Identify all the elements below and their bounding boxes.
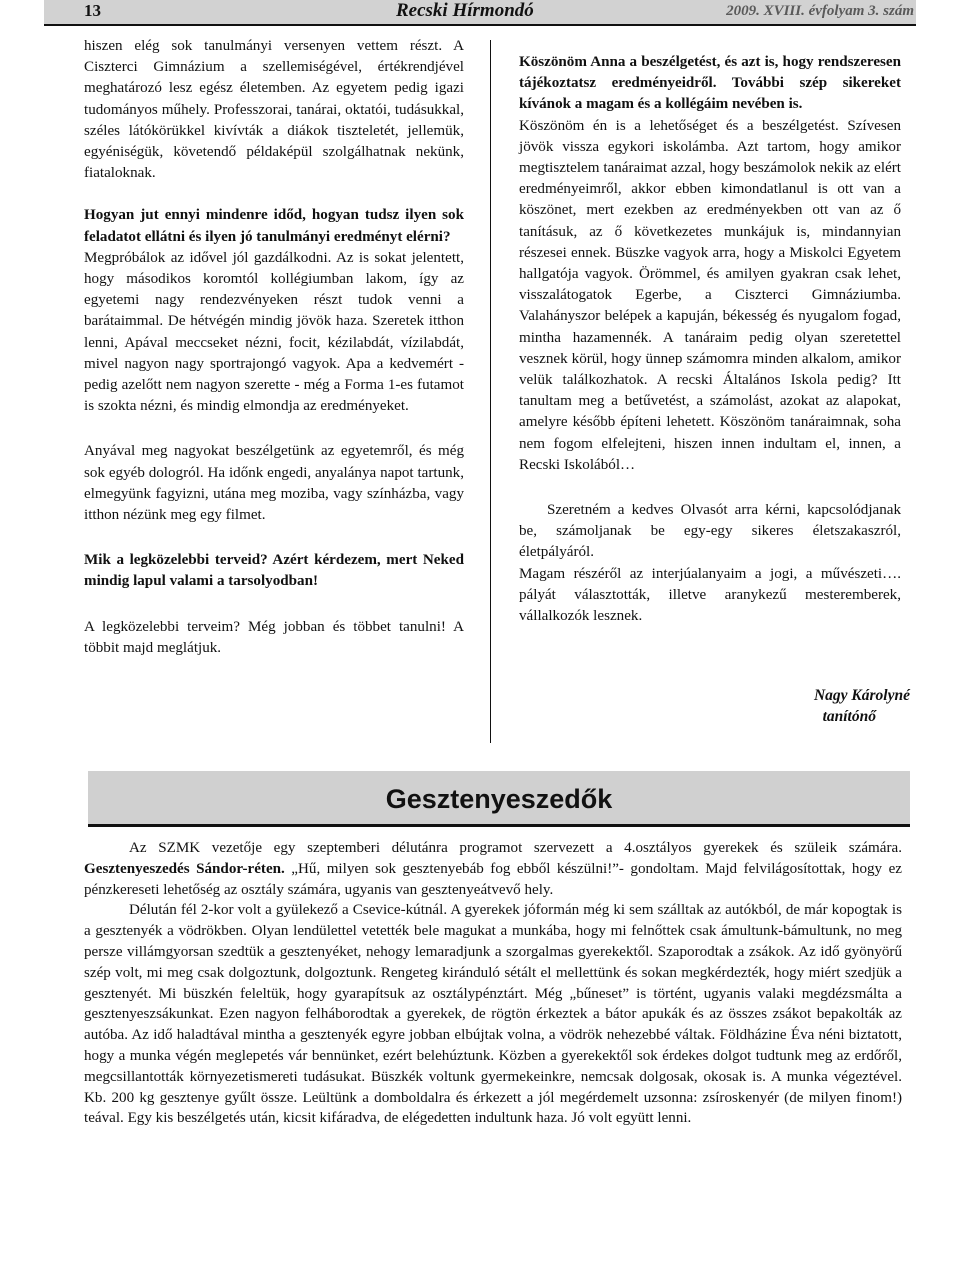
article-text: Az SZMK vezetője egy szeptemberi délutánra programot szervezett a 4.osztályos gyerekek és szüleik számára. xyxy=(129,840,902,856)
signature-role: tanítónő xyxy=(822,707,876,725)
publication-title: Recski Hírmondó xyxy=(396,0,534,21)
article-paragraph xyxy=(84,838,902,900)
page-number: 13 xyxy=(84,1,101,20)
column-divider xyxy=(490,40,491,743)
interview-answer: A legközelebbi terveim? Még jobban és többet tanulni! A többit majd meglátjuk. xyxy=(84,618,464,656)
article-highlight: Gesztenyeszedés Sándor-réten. xyxy=(84,860,285,877)
left-column xyxy=(84,36,464,659)
article-text: „Hű, milyen sok gesztenyebáb fog ebből készülni!”- gondoltam. Majd felvilágosítottak, hogy ez pénzkereseti lehetőség az osztály számára, ugyanis van gesztenyeátvevő hely. xyxy=(84,860,902,898)
closing-paragraph: Magam részéről az interjúalanyaim a jogi, a művészeti…. pályát választották, illetve aranykezű mesteremberek, vállalkozók lesznek. xyxy=(519,565,901,625)
section-banner xyxy=(88,771,910,827)
interview-paragraph: Anyával meg nagyokat beszélgetünk az egyetemről, és még sok egyéb dologról. Ha időnk engedi, anyalánya napot tartunk, elmegyünk fagyizni, utána meg moziba, vagy színházba, vagy itthon nézünk meg egy filmet. xyxy=(84,443,464,524)
interviewee-reply: Köszönöm én is a lehetőséget és a beszélgetést. Szívesen jövök vissza egykori iskolámba. Azt tartom, hogy amikor megtisztelem tanáraimat azzal, hogy beszámolok nekik az elért eredményeimről, akkor ebben kimondatlanul is ott van a köszönet, mert ezekben az eredményekben ott van az ő tanításuk, az ő következetes munkájuk is, mindannyian részesei ennek. Büszke vagyok arra, hogy a Miskolci Egyetem hallgatója vagyok. Örömmel, és amilyen gyakran csak lehet, visszalátogatok Egerbe, a Ciszterci Gimnáziumba. Valahányszor belépek a kapuján, békesség és nyugalom fogad, mintha hazamennék. A tanáraim pedig olyan szeretettel vesznek körül, hogy ünnep számomra minden alkalom, amikor velük találkozhatok. A recski Általános Iskola pedig? Itt tanultam meg a betűvetést, a számolást, azokat az alapokat, amelyre később építeni lehetett. Köszönöm tanáraimnak, soha nem fogom elfelejteni, hiszen innen indultam el, innen, a Recski Iskolából… xyxy=(519,117,901,473)
issue-info: 2009. XVIII. évfolyam 3. szám xyxy=(726,3,914,19)
author-signature xyxy=(760,686,910,727)
article-paragraph: Délután fél 2-kor volt a gyülekező a Csevice-kútnál. A gyerekek jóformán még ki sem szálltak az autókból, de már kopogtak is a gesztenyék a vödrökben. Olyan lendülettel vetették bele magukat a munkába, hogy mi felnőttek csak ámultunk-bámultunk, no meg persze villámgyorsan szedtük a gesztenyéket, nehogy lemaradjunk a szorgalmas gyerekektől. Szaporodtak a zsákok. Az idő gyönyörű szép volt, mi meg csak dolgoztunk, dolgoztunk. Rengeteg kiránduló sétált el mellettünk és sokan megkérdezték, hogy miért szedjük a gesztenyét. Mi büszkén feleltük, hogy gyarapítsuk az osztálypénztárt. Még „bűneset” is történt, ugyanis valaki megdézsmálta a gesztenyeszsákunkat. Ezen nagyon felháborodtak a gyerekek, de rögtön érkeztek a bátor apukák és az összes zsákot bepakolták az autóba. Az idő haladtával mintha a gesztenyék egyre jobban elbújtak volna, a vödrök nehezebbé váltak. Földházine Éva néni biztatott, hogy a munka végén meglepetés vár bennünket, ezért belehúztunk. Közben a gyerekektől sok érdekes dolgot tudtunk meg az erdőről, megcsillantották környezetismereti tudásukat. Büszkék voltunk gyermekeinkre, nemcsak dolgosak, okosak is. A munka végeztével. Kb. 200 kg gesztenye gyűlt össze. Leültünk a domboldalra és érkezett a jól megérdemelt uzsonna: zsíroskenyér (de milyen finom!) teával. Egy kis beszélgetés után, kicsit kifáradva, de elégedetten indultunk haza. Jó volt együtt lenni. xyxy=(84,902,902,1127)
interview-question: Hogyan jut ennyi mindenre időd, hogyan tudsz ilyen sok feladatot ellátni és ilyen jó tanulmányi eredményt elérni? xyxy=(84,207,464,245)
interview-answer: Megpróbálok az idővel jól gazdálkodni. Az is sokat jelentett, hogy másodikos koromtól kollégiumban lakom, így az egyetemi nagy rendezvényeken részt tudok venni a barátaimmal. De hétvégén mindig jövök haza. Szeretek itthon lenni, Apával meccseket nézni, focit, kézilabdát, vízilabdát, mivel nagyon nagy sportrajongó vagyok. Apa a kedvemért - pedig azelőtt nem nagyon szerette - még a Forma 1-es futamot is szokta nézni, és mindig elmondja az eredményeket. xyxy=(84,249,464,415)
interview-paragraph: hiszen elég sok tanulmányi versenyen vettem részt. A Ciszterci Gimnázium a szellemiségével, értékrendjével meghatározó lesz egész életemben. Az egyetem pedig igazi tudományos műhely. Professzorai, tanárai, oktatói, tudásukkal, széles látókörükkel kivívták a diákok tiszteletét, jellemük, egyéniségük, követendő példaképül szolgálhatnak nekünk, fiataloknak. xyxy=(84,38,464,182)
reader-request: Szeretném a kedves Olvasót arra kérni, kapcsolódjanak be, számoljanak be egy-egy sikeres életszakaszról, életpályáról. xyxy=(519,502,901,561)
interview-question: Mik a legközelebbi terveid? Azért kérdezem, mert Neked mindig lapul valami a tarsolyodban! xyxy=(84,552,464,590)
article-body xyxy=(84,838,902,1129)
section-title: Gesztenyeszedők xyxy=(385,784,613,814)
page-header xyxy=(44,0,916,26)
signature-name: Nagy Károlyné xyxy=(813,687,910,704)
interviewer-thanks: Köszönöm Anna a beszélgetést, és azt is, hogy rendszeresen tájékoztatsz eredményeidről. További szép sikereket kívánok a magam és a kollégáim nevében is. xyxy=(519,54,901,113)
right-column xyxy=(519,52,901,627)
